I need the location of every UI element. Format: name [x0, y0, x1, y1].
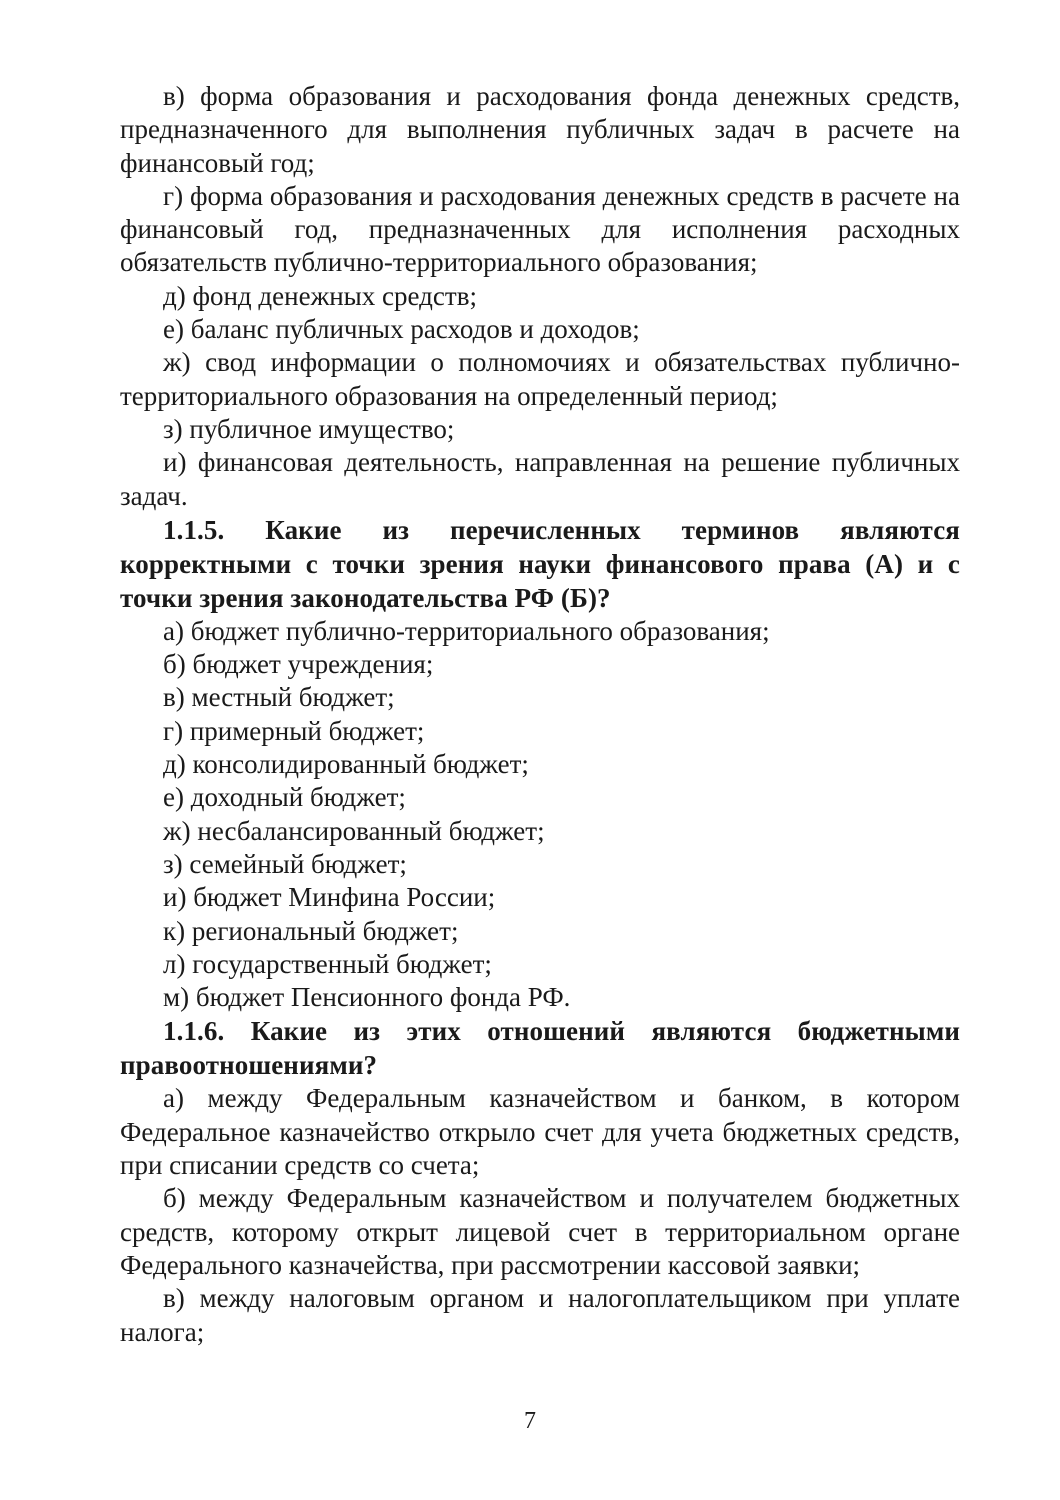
question-1-1-5-option: б) бюджет учреждения; [163, 649, 434, 680]
question-1-1-5-option: м) бюджет Пенсионного фонда РФ. [163, 982, 571, 1013]
page-content [120, 80, 960, 1349]
page-number: 7 [524, 1408, 536, 1434]
paragraph-option-e: е) баланс публичных расходов и доходов; [163, 314, 640, 345]
paragraph-option-i: и) финансовая деятельность, направленная на решение публичных задач. [120, 447, 960, 511]
question-1-1-6-option: а) между Федеральным казначейством и банком, в котором Федеральное казначейство открыло счет для учета бюджетных средств, при списании средств со счета; [120, 1083, 960, 1181]
question-1-1-5-title: 1.1.5. Какие из перечисленных терминов являются корректными с точки зрения науки финансового права (А) и с точки зрения законодательства РФ (Б)? [120, 514, 960, 613]
paragraph-option-z: з) публичное имущество; [163, 413, 455, 444]
question-1-1-5-option: к) региональный бюджет; [163, 915, 459, 946]
question-1-1-6-option: б) между Федеральным казначейством и получателем бюджетных средств, которому открыт лицевой счет в территориальном органе Федерального казначейства, при рассмотрении кассовой заявки; [120, 1183, 960, 1280]
question-1-1-5-option: и) бюджет Минфина России; [163, 882, 496, 913]
question-1-1-5-option: л) государственный бюджет; [163, 948, 492, 979]
paragraph-option-g: г) форма образования и расходования денежных средств в расчете на финансовый год, предназначенных для исполнения расходных обязательств публично-территориального образования; [120, 180, 960, 278]
question-1-1-5-option: ж) несбалансированный бюджет; [163, 815, 545, 846]
question-1-1-6-option: в) между налоговым органом и налогоплательщиком при уплате налога; [120, 1283, 960, 1347]
paragraph-option-zh: ж) свод информации о полномочиях и обязательствах публично-территориального образования на определенный период; [120, 347, 960, 411]
question-1-1-5-option: в) местный бюджет; [163, 682, 395, 713]
question-1-1-5-option: з) семейный бюджет; [163, 848, 407, 879]
question-1-1-5-option: д) консолидированный бюджет; [163, 749, 529, 780]
question-1-1-5-option: г) примерный бюджет; [163, 715, 425, 746]
question-1-1-6-title: 1.1.6. Какие из этих отношений являются бюджетными правоотношениями? [120, 1016, 960, 1081]
question-1-1-5-option: е) доходный бюджет; [163, 782, 406, 813]
paragraph-option-v: в) форма образования и расходования фонда денежных средств, предназначенного для выполнения публичных задач в расчете на финансовый год; [120, 81, 960, 178]
paragraph-option-d: д) фонд денежных средств; [163, 280, 477, 311]
question-1-1-5-option: а) бюджет публично-территориального образования; [163, 615, 770, 646]
